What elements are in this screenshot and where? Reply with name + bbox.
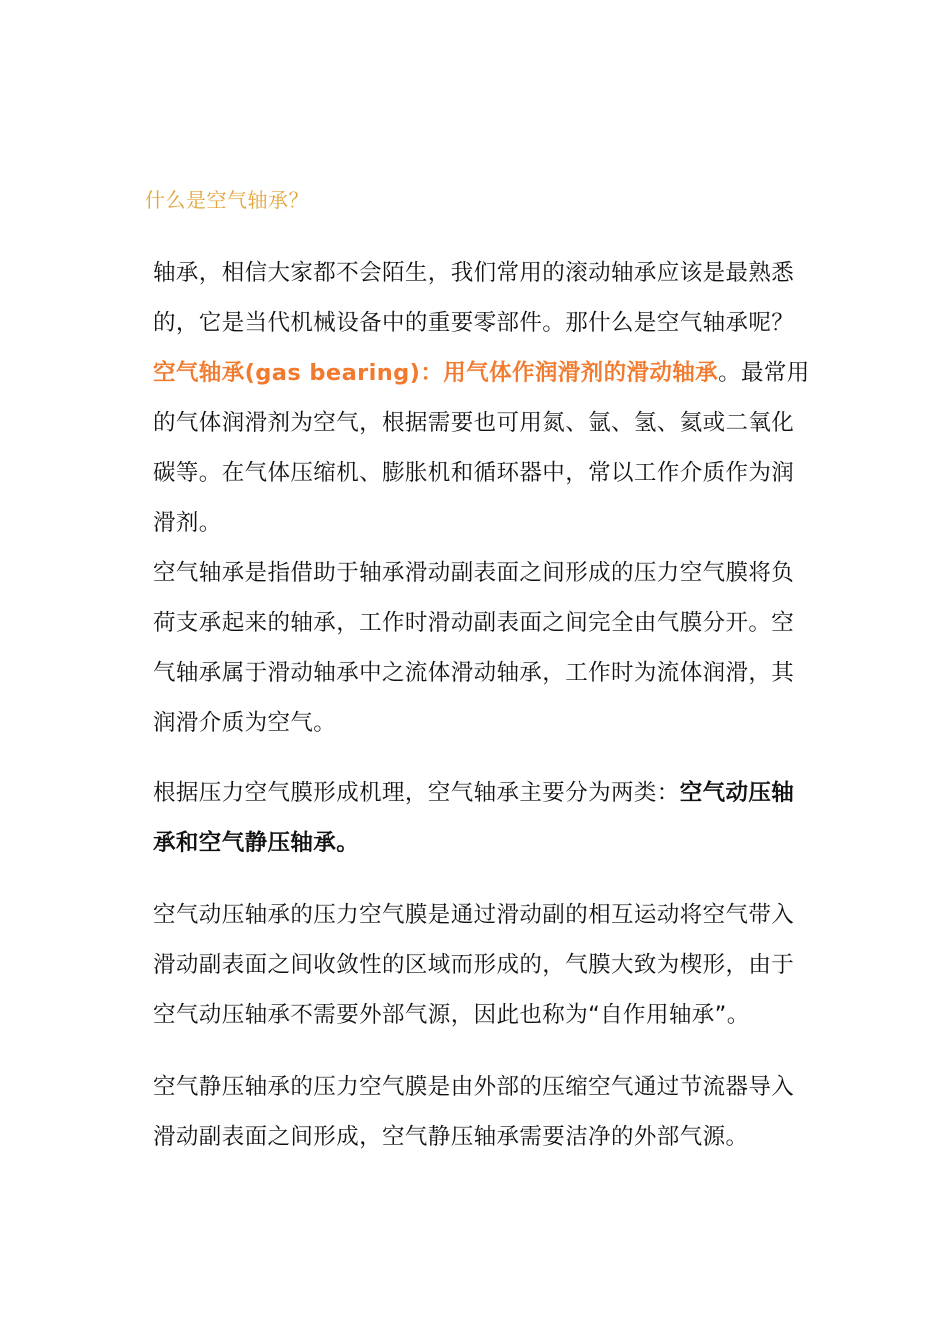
- text-line: 气轴承属于滑动轴承中之流体滑动轴承，工作时为流体润滑，其: [153, 660, 795, 686]
- paragraph-aerostatic: [153, 1062, 803, 1162]
- paragraph-aerodynamic: [153, 890, 803, 1040]
- text-line: 荷支承起来的轴承，工作时滑动副表面之间完全由气膜分开。空: [153, 610, 795, 636]
- text-line: [153, 348, 810, 398]
- text-line: 润滑介质为空气。: [153, 710, 337, 736]
- text-line: 滑动副表面之间形成，空气静压轴承需要洁净的外部气源。: [153, 1124, 749, 1150]
- text-line: 空气轴承是指借助于轴承滑动副表面之间形成的压力空气膜将负: [153, 560, 795, 586]
- text-line: 空气动压轴承不需要外部气源，因此也称为“自作用轴承”。: [153, 1002, 750, 1028]
- text-fragment: 根据压力空气膜形成机理，空气轴承主要分为两类：: [153, 780, 680, 806]
- text-fragment: 。: [336, 830, 360, 856]
- paragraph-intro: [153, 248, 810, 748]
- text-line: 滑剂。: [153, 510, 222, 536]
- bold-term: 承和空气静压轴承: [153, 830, 337, 856]
- text-line: [153, 768, 803, 818]
- paragraph-classification: [153, 768, 803, 868]
- definition-highlight: 空气轴承(gas bearing)：用气体作润滑剂的滑动轴承: [153, 360, 719, 386]
- text-fragment: 。最常用: [718, 360, 810, 386]
- bold-term: 空气动压轴: [679, 780, 795, 806]
- text-line: 的，它是当代机械设备中的重要零部件。那什么是空气轴承呢？: [153, 310, 795, 336]
- text-line: [153, 818, 803, 868]
- text-line: 空气静压轴承的压力空气膜是由外部的压缩空气通过节流器导入: [153, 1074, 795, 1100]
- text-line: 碳等。在气体压缩机、膨胀机和循环器中，常以工作介质作为润: [153, 460, 795, 486]
- text-line: 的气体润滑剂为空气，根据需要也可用氮、氩、氢、氦或二氧化: [153, 410, 795, 436]
- text-line: 轴承，相信大家都不会陌生，我们常用的滚动轴承应该是最熟悉: [153, 260, 795, 286]
- text-line: 滑动副表面之间收敛性的区域而形成的，气膜大致为楔形，由于: [153, 952, 795, 978]
- section-heading: 什么是空气轴承？: [145, 188, 309, 212]
- text-line: 空气动压轴承的压力空气膜是通过滑动副的相互运动将空气带入: [153, 902, 795, 928]
